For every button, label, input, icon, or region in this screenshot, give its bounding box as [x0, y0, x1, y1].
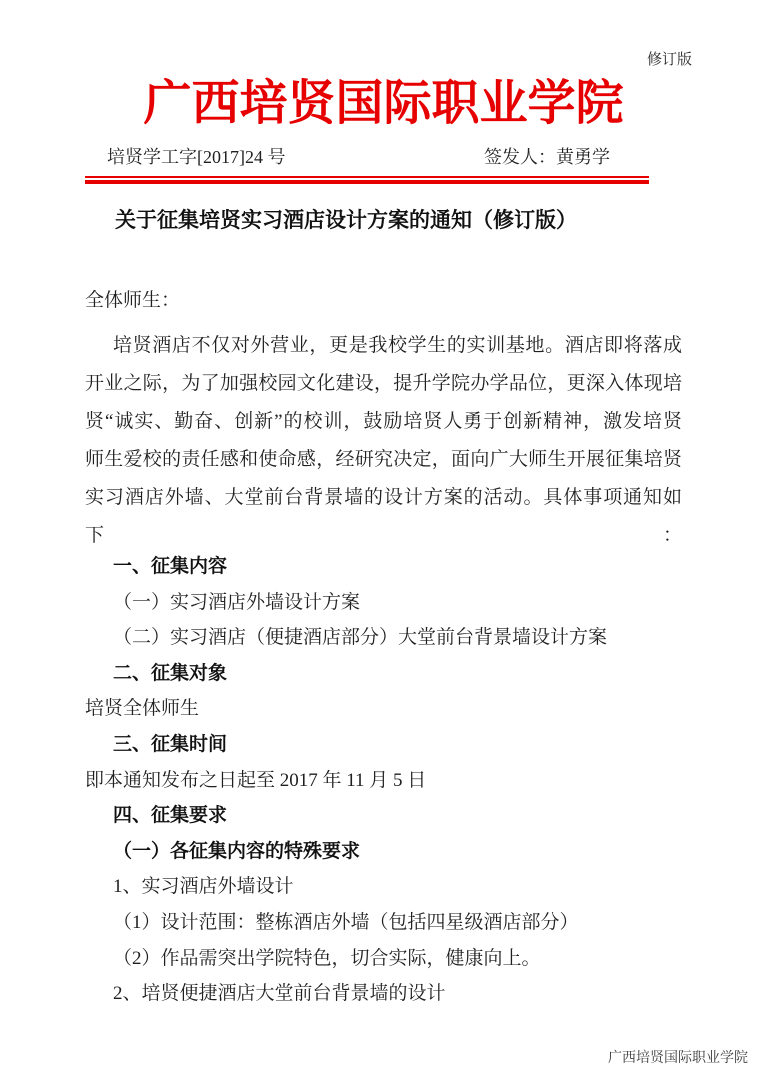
- section-item: 即本通知发布之日起至 2017 年 11 月 5 日: [85, 769, 427, 791]
- section-heading-3: 三、征集时间: [113, 733, 228, 755]
- notice-title: 关于征集培贤实习酒店设计方案的通知（修订版）: [115, 208, 577, 232]
- red-separator-rule: [85, 176, 649, 184]
- section-heading-1: 一、征集内容: [113, 556, 228, 577]
- document-number: 培贤学工字[2017]24 号: [107, 147, 286, 167]
- document-meta-row: [85, 146, 682, 168]
- section-item: （二）实习酒店（便捷酒店部分）大堂前台背景墙设计方案: [113, 627, 608, 649]
- section-heading-4: 四、征集要求: [113, 805, 228, 827]
- paragraph-line: 开业之际，为了加强校园文化建设，提升学院办学品位，更深入体现培: [85, 373, 682, 394]
- paragraph-line: 培贤酒店不仅对外营业，更是我校学生的实训基地。酒店即将落成: [113, 335, 682, 356]
- section-list: [85, 549, 682, 1012]
- section-item: 1、实习酒店外墙设计: [113, 876, 294, 898]
- section-item: （1）设计范围：整栋酒店外墙（包括四星级酒店部分）: [113, 911, 579, 933]
- paragraph-line: 贤“诚实、勤奋、创新”的校训，鼓励培贤人勇于创新精神，激发培贤: [85, 411, 682, 432]
- page-footer: 广西培贤国际职业学院: [608, 1051, 748, 1066]
- revision-badge: 修订版: [646, 52, 692, 68]
- paragraph-line: 师生爱校的责任感和使命感，经研究决定，面向广大师生开展征集培贤: [85, 449, 682, 470]
- section-heading-2: 二、征集对象: [113, 662, 228, 684]
- body-paragraph: [85, 327, 682, 555]
- issuer-name: 签发人：黄勇学: [484, 147, 610, 167]
- section-item: 培贤全体师生: [85, 698, 200, 720]
- section-item: 2、培贤便捷酒店大堂前台背景墙的设计: [113, 983, 446, 1005]
- section-item: （2）作品需突出学院特色，切合实际，健康向上。: [113, 947, 541, 969]
- section-item: （一）实习酒店外墙设计方案: [113, 591, 361, 613]
- salutation: 全体师生：: [85, 290, 181, 311]
- section-subheading: （一）各征集内容的特殊要求: [113, 840, 361, 862]
- paragraph-line: 实习酒店外墙、大堂前台背景墙的设计方案的活动。具体事项通知如下：: [85, 487, 682, 546]
- organization-title: 广西培贤国际职业学院: [143, 77, 624, 130]
